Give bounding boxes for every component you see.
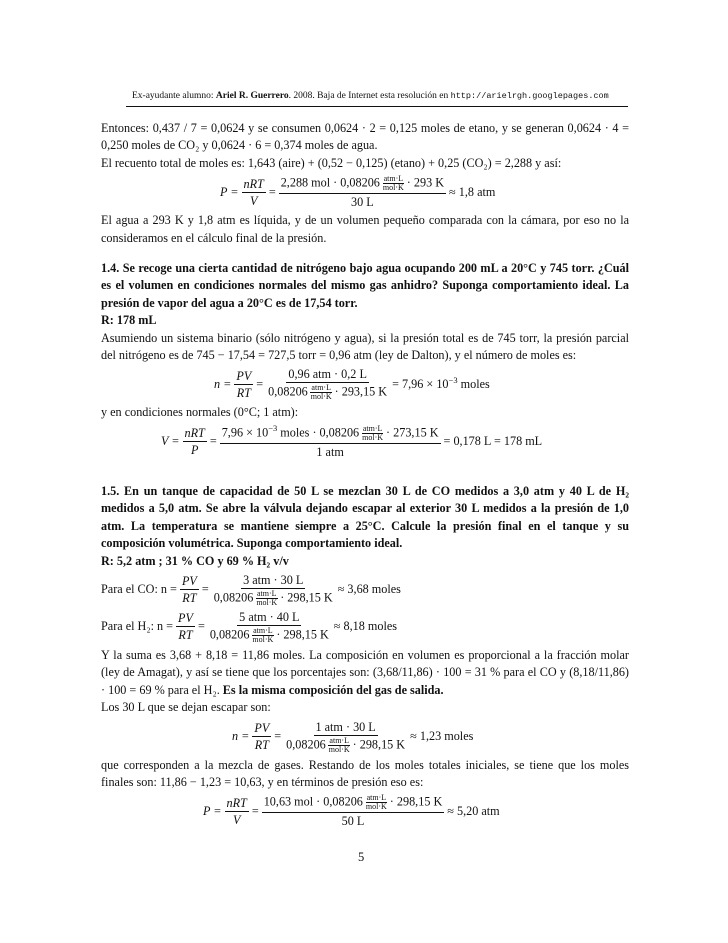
answer-1-5: R: 5,2 atm ; 31 % CO y 69 % H₂ v/v	[101, 553, 289, 568]
fraction: $7,96 \times 10^{-3}$ moles · 0,08206 $\frac{\text{atm·L}}{\text{mol·K}}$ · 273,15 K 1 atm	[221, 423, 439, 459]
running-header	[132, 91, 609, 101]
eq-result: ≈ 1,23 moles	[410, 728, 474, 743]
header-url-link[interactable]: http://arielrgh.googlepages.com	[450, 91, 609, 101]
question-1-5: 1.5. En un tanque de capacidad de 50 L se mezclan 30 L de CO medidos a 3,0 atm y 40 L de H₂ medidos a 5,0 atm. Se abre la válvula dejando escapar al exterior 30 L medidos a la presión de 1,0 atm. La temperatura se mantiene siempre a 25°C. Calcule la presión final en el tanque y su composición volumétrica. Suponga comportamiento ideal.	[101, 483, 629, 551]
unit-fraction: $\frac{\text{atm·L}}{\text{mol·K}}$	[256, 588, 278, 607]
paragraph: El recuento total de moles es: 1,643 (aire) + (0,52 − 0,125) (etano) + 0,25 (CO₂) = 2,288 y así:	[101, 155, 562, 170]
fraction: $\frac{PV}{RT}$	[236, 368, 252, 400]
equation-4: Para el CO: n = $\frac{PV}{RT}$ = 3 atm · 30 L 0,08206 $\frac{\text{atm·L}}{\text{mol·K}}$ · 298,15 K ≈ 3,68 moles	[101, 572, 401, 607]
unit-fraction: $\frac{\text{atm·L}}{\text{mol·K}}$	[365, 793, 387, 812]
eq-result: ≈ 3,68 moles	[337, 582, 401, 597]
paragraph: Y la suma es 3,68 + 8,18 = 11,86 moles. La composición en volumen es proporcional a la fracción molar (ley de Amagat), y así se tiene que los porcentajes son: (3,68/11,86) · 100 = 31 % para el CO y (8,18/11,86) · 100 = 69 % para el H₂. Es la misma composición del gas de salida.	[101, 647, 629, 697]
fraction: $\frac{PV}{RT}$	[254, 721, 270, 753]
paragraph: que corresponden a la mezcla de gases. Restando de los moles totales iniciales, se tiene que los moles finales son: 11,86 − 1,23 = 10,63, y en términos de presión eso es:	[101, 757, 629, 789]
body-text	[101, 120, 629, 831]
header-rule	[126, 106, 628, 107]
unit-fraction: $\frac{\text{atm·L}}{\text{mol·K}}$	[382, 174, 404, 193]
paragraph: y en condiciones normales (0°C; 1 atm):	[101, 405, 299, 420]
question-1-4: 1.4. Se recoge una cierta cantidad de nitrógeno bajo agua ocupando 200 mL a 20°C y 745 torr. ¿Cuál es el volumen en condiciones normales del mismo gas anhidro? Suponga comportamiento ideal. La presión de vapor del agua a 20°C es de 17,54 torr.	[101, 261, 629, 310]
paragraph: Los 30 L que se dejan escapar son:	[101, 700, 271, 715]
fraction: 0,96 atm · 0,2 L 0,08206 $\frac{\text{atm·L}}{\text{mol·K}}$ · 293,15 K	[268, 367, 388, 402]
unit-fraction: $\frac{\text{atm·L}}{\text{mol·K}}$	[310, 383, 332, 402]
equation-1: P = $\frac{\text{nRT}}{V}$ = 2,288 mol · 0,08206 $\frac{\text{atm·L}}{\text{mol·K}}$ · 293 K 30 L ≈ 1,8 atm	[220, 174, 496, 210]
page-number: 5	[358, 850, 365, 864]
equation-3: V = $\frac{\text{nRT}}{P}$ = $7,96 \times 10^{-3}$ moles · 0,08206 $\frac{\text{atm·L}}{\text{mol·K}}$ · 273,15 K 1 atm = 0,178 L = 178 mL	[161, 423, 543, 459]
eq-result: ≈ 5,20 atm	[447, 803, 500, 818]
fraction: $\frac{\text{nRT}}{V}$	[226, 795, 247, 827]
unit-fraction: $\frac{\text{atm·L}}{\text{mol·K}}$	[362, 423, 384, 442]
paragraph: Entonces: 0,437 / 7 = 0,0624 y se consumen 0,0624 · 2 = 0,125 moles de etano, y se generan 0,0624 · 4 = 0,250 moles de CO₂ y 0,0624 · 6 = 0,374 moles de agua.	[101, 121, 629, 153]
header-author: Ariel R. Guerrero	[215, 91, 289, 101]
paragraph: Asumiendo un sistema binario (sólo nitrógeno y agua), si la presión total es de 745 torr, la presión parcial del nitrógeno es de 745 − 17,54 = 727,5 torr = 0,96 atm (ley de Dalton), y el número de moles es:	[101, 330, 629, 363]
fraction: $\frac{PV}{RT}$	[181, 574, 197, 606]
unit-fraction: $\frac{\text{atm·L}}{\text{mol·K}}$	[252, 625, 274, 644]
unit-fraction: $\frac{\text{atm·L}}{\text{mol·K}}$	[328, 735, 350, 754]
fraction: 1 atm · 30 L 0,08206 $\frac{\text{atm·L}}{\text{mol·K}}$ · 298,15 K	[286, 719, 406, 754]
equation-2: n = $\frac{PV}{RT}$ = 0,96 atm · 0,2 L 0,08206 $\frac{\text{atm·L}}{\text{mol·K}}$ · 293,15 K = $7,96 \times 10^{-3}$ moles	[214, 367, 490, 402]
fraction: 5 atm · 40 L 0,08206 $\frac{\text{atm·L}}{\text{mol·K}}$ · 298,15 K	[209, 609, 329, 644]
eq-lhs: P =	[220, 184, 239, 199]
paragraph: El agua a 293 K y 1,8 atm es líquida, y de un volumen pequeño comparada con la cámara, por eso no la consideramos en el cálculo final de la presión.	[101, 213, 629, 245]
eq-result: ≈ 8,18 moles	[333, 619, 398, 634]
fraction: 2,288 mol · 0,08206 $\frac{\text{atm·L}}{\text{mol·K}}$ · 293 K 30 L	[280, 174, 445, 210]
equation-7: P = $\frac{\text{nRT}}{V}$ = 10,63 mol · 0,08206 $\frac{\text{atm·L}}{\text{mol·K}}$ · 298,15 K 50 L ≈ 5,20 atm	[203, 793, 500, 829]
equation-5: Para el H₂: n = $\frac{PV}{RT}$ = 5 atm · 40 L 0,08206 $\frac{\text{atm·L}}{\text{mol·K}}$ · 298,15 K ≈ 8,18 moles	[101, 609, 398, 644]
header-prefix: Ex-ayudante alumno:	[132, 91, 216, 101]
fraction: $\frac{\text{nRT}}{P}$	[184, 426, 205, 458]
fraction: 3 atm · 30 L 0,08206 $\frac{\text{atm·L}}{\text{mol·K}}$ · 298,15 K	[213, 572, 333, 607]
eq-result: = $7,96 \times 10^{-3}$ moles	[392, 374, 490, 391]
eq-result: ≈ 1,8 atm	[449, 184, 496, 199]
fraction: $\frac{\text{nRT}}{V}$	[243, 176, 264, 208]
eq-result: = 0,178 L = 178 mL	[443, 434, 543, 449]
equation-6: n = $\frac{PV}{RT}$ = 1 atm · 30 L 0,08206 $\frac{\text{atm·L}}{\text{mol·K}}$ · 298,15 K ≈ 1,23 moles	[232, 719, 474, 754]
header-middle: . 2008. Baja de Internet esta resolución en	[288, 91, 451, 101]
answer-1-4: R: 178 mL	[101, 313, 157, 328]
fraction: 10,63 mol · 0,08206 $\frac{\text{atm·L}}{\text{mol·K}}$ · 298,15 K 50 L	[263, 793, 443, 829]
fraction: $\frac{PV}{RT}$	[178, 611, 193, 643]
